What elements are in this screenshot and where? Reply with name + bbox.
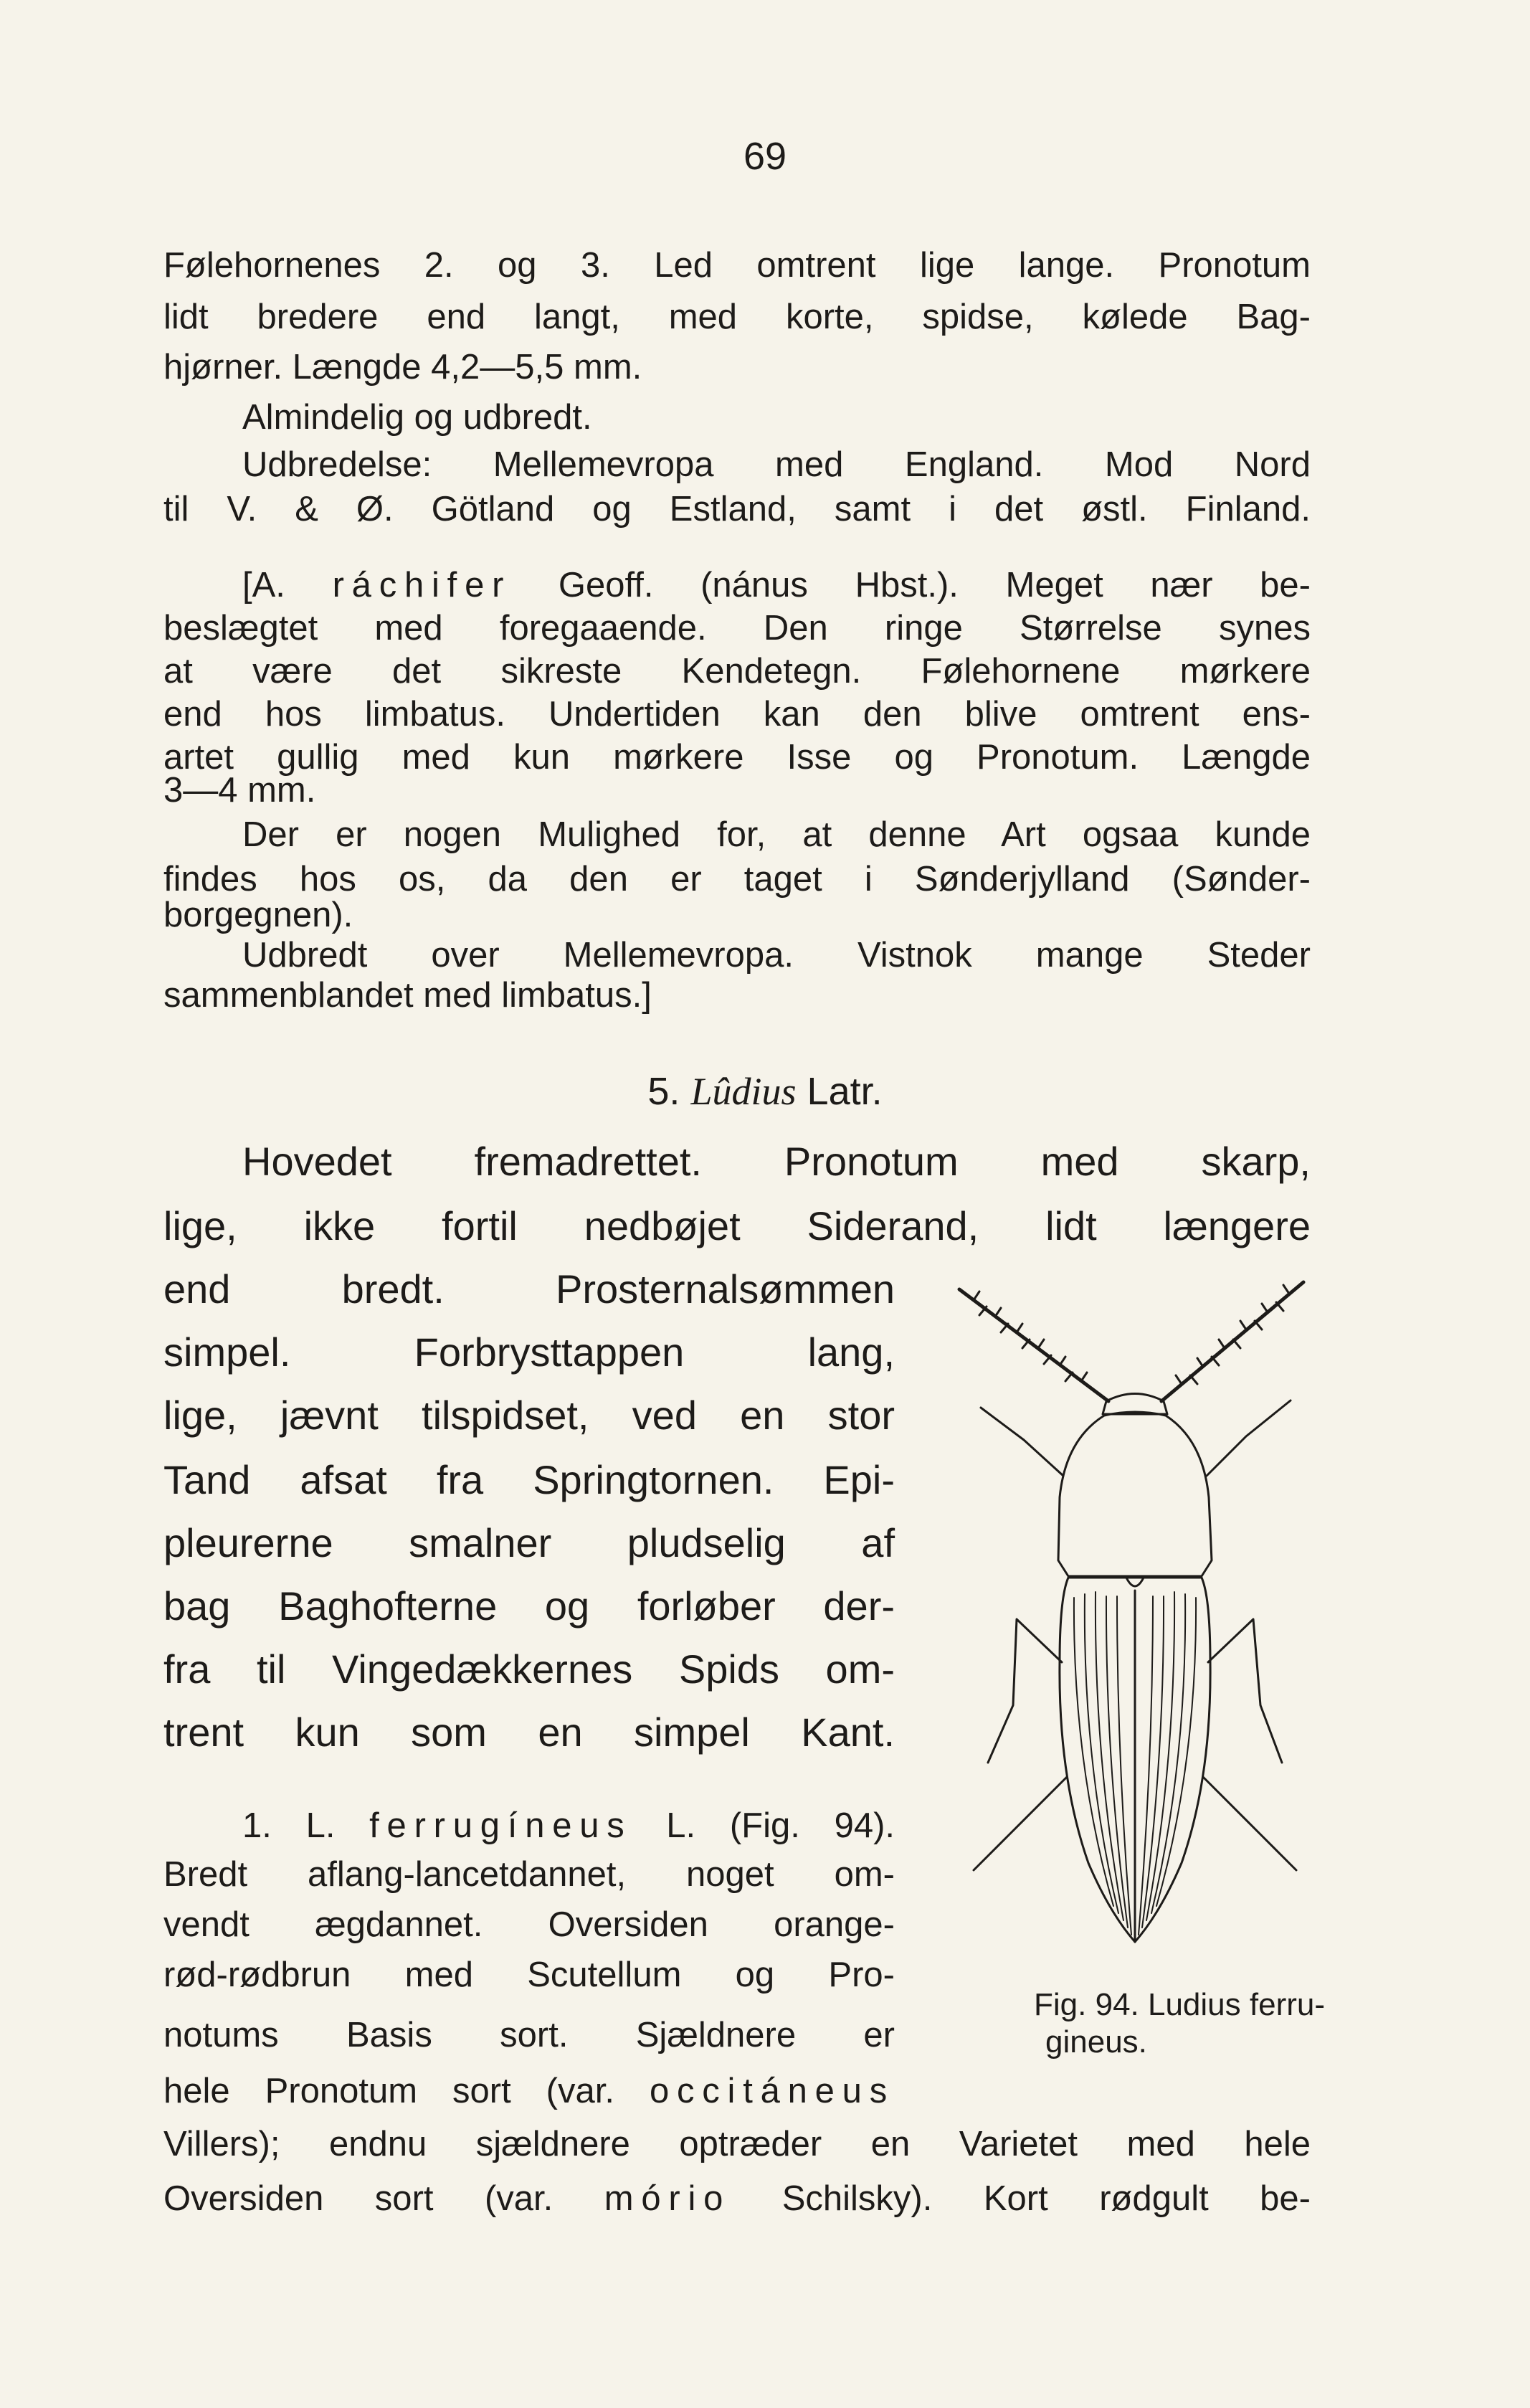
genus-desc-line: Hovedet fremadrettet. Pronotum med skarp, (242, 1139, 1311, 1184)
genus-desc-line: trent kun som en simpel Kant. (163, 1710, 895, 1755)
beetle-pronotum (1058, 1412, 1212, 1576)
text-line: Almindelig og udbredt. (242, 398, 592, 437)
genus-desc-line: bag Baghofterne og forløber der- (163, 1583, 895, 1629)
text-line: Villers); endnu sjældnere optræder en Varietet med hele (163, 2125, 1311, 2163)
antenna-left (959, 1289, 1108, 1401)
text-line: rød-rødbrun med Scutellum og Pro- (163, 1956, 895, 1994)
text-line: Følehornenes 2. og 3. Led omtrent lige lange. Pronotum (163, 246, 1311, 285)
genus-desc-line: simpel. Forbrysttappen lang, (163, 1329, 895, 1375)
genus-desc-line: lige, ikke fortil nedbøjet Siderand, lidt længere (163, 1203, 1311, 1248)
text-line: til V. & Ø. Götland og Estland, samt i det østl. Finland. (163, 490, 1311, 528)
genus-desc-line: pleurerne smalner pludselig af (163, 1520, 895, 1565)
text-line: notums Basis sort. Sjældnere er (163, 2016, 895, 2054)
text-line: Udbredelse: Mellemevropa med England. Mod Nord (242, 445, 1311, 484)
genus-desc-line: Tand afsat fra Springtornen. Epi- (163, 1457, 895, 1502)
text-line: artet gullig med kun mørkere Isse og Pronotum. Længde (163, 738, 1311, 777)
genus-heading: 5. Lûdius Latr. (647, 1070, 883, 1113)
antenna-right (1161, 1282, 1303, 1401)
bracket-note-line: [A. ráchifer Geoff. (nánus Hbst.). Meget nær be- (242, 566, 1311, 605)
text-line: Bredt aflang-lancetdannet, noget om- (163, 1855, 895, 1894)
text-line: Oversiden sort (var. mório Schilsky). Kort rødgult be- (163, 2179, 1311, 2218)
text-line: lidt bredere end langt, med korte, spidse, kølede Bag- (163, 298, 1311, 336)
text-line: sammenblandet med limbatus.] (163, 976, 652, 1015)
species-name: ráchifer (332, 566, 512, 605)
figure-caption: Fig. 94. Ludius ferru- gineus. (1034, 1987, 1325, 2059)
beetle-illustration (945, 1261, 1325, 1963)
species-name: ferrugíneus (369, 1806, 632, 1845)
species-line: 1. L. ferrugíneus L. (Fig. 94). (242, 1806, 895, 1845)
genus-desc-line: fra til Vingedækkernes Spids om- (163, 1646, 895, 1692)
page-number: 69 (743, 135, 787, 178)
text-line: hjørner. Længde 4,2—5,5 mm. (163, 348, 642, 387)
text-line: findes hos os, da den er taget i Sønderjylland (Sønder- (163, 860, 1311, 899)
text-line: Der er nogen Mulighed for, at denne Art ogsaa kunde (242, 815, 1311, 854)
variety-name: occitáneus (649, 2072, 895, 2110)
text-line: 3—4 mm. (163, 771, 316, 810)
genus-name: Lûdius (690, 1070, 797, 1113)
text-line: vendt ægdannet. Oversiden orange- (163, 1905, 895, 1944)
text-line: at være det sikreste Kendetegn. Følehornene mørkere (163, 652, 1311, 691)
text-line: borgegnen). (163, 896, 353, 934)
text-line: hele Pronotum sort (var. occitáneus (163, 2072, 895, 2110)
text-line: beslægtet med foregaaende. Den ringe Størrelse synes (163, 609, 1311, 648)
genus-desc-line: lige, jævnt tilspidset, ved en stor (163, 1393, 895, 1438)
text-line: Udbredt over Mellemevropa. Vistnok mange Steder (242, 936, 1311, 975)
variety-name: mório (604, 2179, 731, 2218)
genus-desc-line: end bredt. Prosternalsømmen (163, 1266, 895, 1312)
text-line: end hos limbatus. Undertiden kan den blive omtrent ens- (163, 695, 1311, 734)
